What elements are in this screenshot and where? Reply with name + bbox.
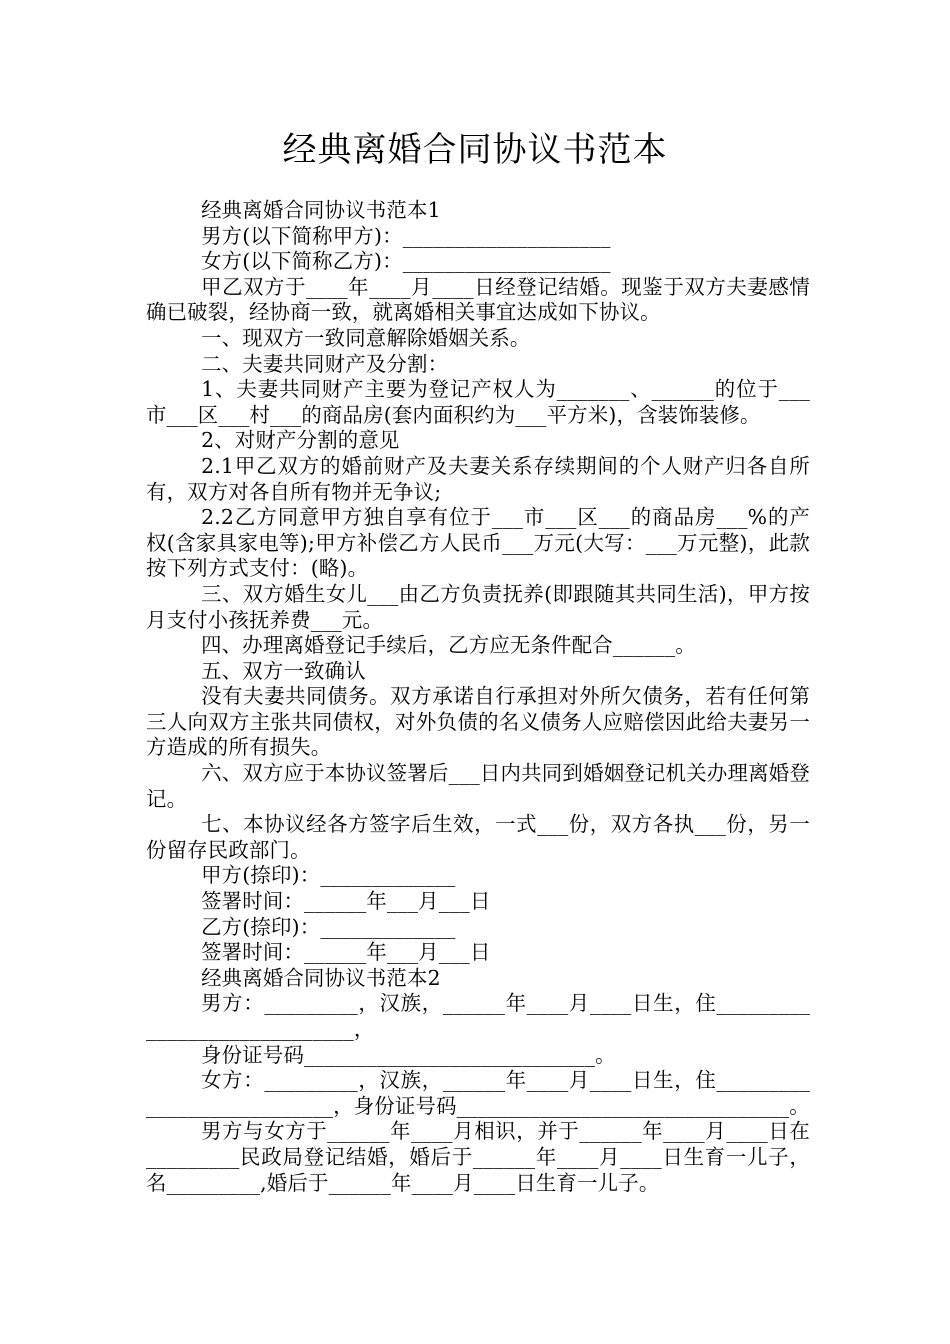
paragraph: 女方(以下简称乙方)：____________________ [201, 249, 611, 274]
paragraph: 一、现双方一致同意解除婚姻关系。 [201, 325, 531, 350]
paragraph: 五、双方一致确认 [201, 658, 366, 683]
paragraph: 六、双方应于本协议签署后___日内共同到婚姻登记机关办理离婚登记。 [146, 761, 810, 811]
paragraph: 签署时间：______年___月___日 [201, 889, 491, 914]
paragraph: 男方(以下简称甲方)：____________________ [201, 223, 611, 248]
paragraph: 2.1甲乙双方的婚前财产及夫妻关系存续期间的个人财产归各自所有，双方对各自所有物并无争议; [146, 453, 810, 504]
paragraph: 七、本协议经各方签字后生效，一式___份，双方各执___份，另一份留存民政部门。 [146, 812, 810, 862]
paragraph: 男方与女方于______年____月相识，并于______年____月____日在_________民政局登记结婚，婚后于______年____月____日生育一儿子，名_________,婚后于______年____月____日生育一儿子。 [146, 1119, 810, 1195]
paragraph: 签署时间：______年___月___日 [201, 940, 491, 965]
document-body [146, 198, 810, 1196]
paragraph: 没有夫妻共同债务。双方承诺自行承担对外所欠债务，若有任何第三人向双方主张共同债权，对外负债的名义债务人应赔偿因此给夫妻另一方造成的所有损失。 [146, 684, 810, 760]
paragraph: 甲乙双方于____年____月____日经登记结婚。现鉴于双方夫妻感情确已破裂，经协商一致，就离婚相关事宜达成如下协议。 [146, 274, 810, 325]
paragraph: 身份证号码____________________________。 [201, 1042, 616, 1067]
paragraph: 男方：_________，汉族，______年____月____日生，住_____________________________， [146, 991, 810, 1041]
paragraph: 1、夫妻共同财产主要为登记产权人为_______、______的位于___市___区___村___的商品房(套内面积约为___平方米)，含装饰装修。 [146, 377, 810, 427]
paragraph: 2、对财产分割的意见 [201, 428, 400, 453]
paragraph: 乙方(捺印)：_____________ [201, 914, 456, 939]
paragraph: 三、双方婚生女儿___由乙方负责抚养(即跟随其共同生活)，甲方按月支付小孩抚养费___元。 [146, 581, 810, 632]
paragraph: 女方：_________，汉族，______年____月____日生，住___________________________，身份证号码________________________________。 [146, 1068, 810, 1118]
paragraph: 2.2乙方同意甲方独自享有位于___市___区___的商品房___%的产权(含家具家电等);甲方补偿乙方人民币___万元(大写：___万元整)，此款按下列方式支付：(略)。 [146, 505, 810, 581]
paragraph: 经典离婚合同协议书范本1 [201, 198, 441, 222]
document-title: 经典离婚合同协议书范本 [282, 130, 668, 170]
paragraph: 经典离婚合同协议书范本2 [201, 965, 441, 990]
paragraph: 甲方(捺印)：_____________ [201, 863, 456, 888]
paragraph: 四、办理离婚登记手续后，乙方应无条件配合______。 [201, 633, 696, 658]
paragraph: 二、夫妻共同财产及分割： [201, 351, 449, 376]
